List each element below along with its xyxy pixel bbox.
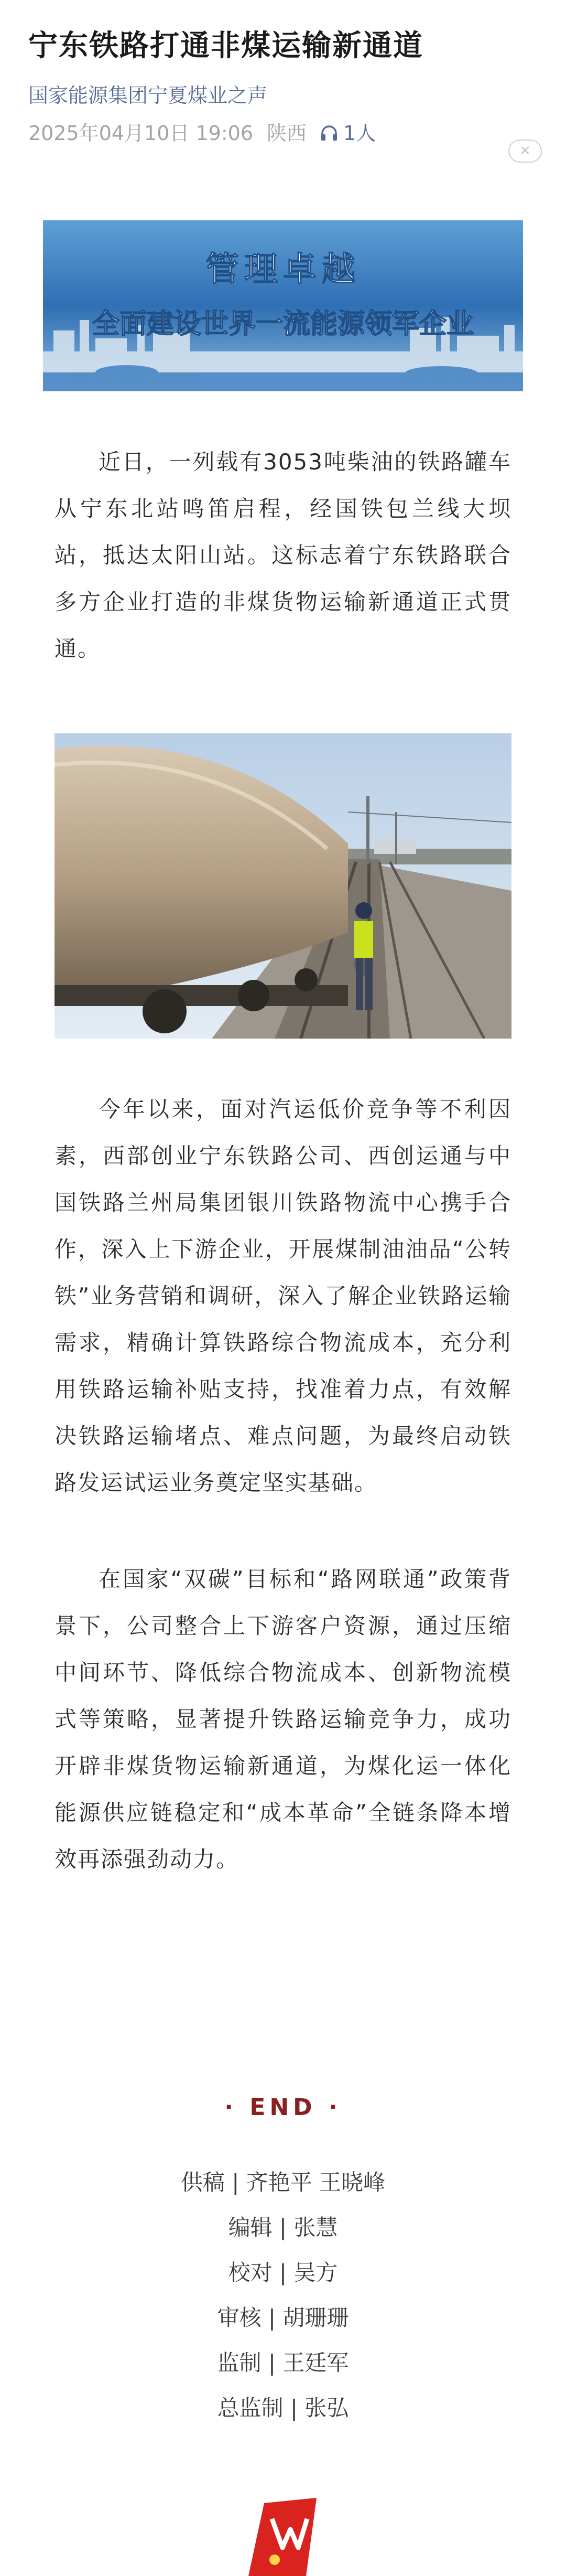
publish-location: 陕西 xyxy=(267,122,307,145)
banner-title: 管理卓越 xyxy=(205,250,361,289)
paragraph-1: 近日，一列载有3053吨柴油的铁路罐车从宁东北站鸣笛启程，经国铁包兰线大坝站，抵达太阳山站。这标志着宁东铁路联合多方企业打造的非煤货物运输新通道正式贯通。 xyxy=(55,449,511,661)
account-name-link[interactable]: 国家能源集团宁夏煤业之声 xyxy=(28,84,268,107)
article-meta xyxy=(28,120,542,147)
credit-line-editor: 编辑 | 张慧 xyxy=(228,2215,338,2240)
credit-line-supervisor: 监制 | 王廷军 xyxy=(217,2350,349,2376)
article-title: 宁东铁路打通非煤运输新通道 xyxy=(28,29,423,63)
footer-logo xyxy=(243,2498,322,2576)
end-marker: · END · xyxy=(224,2094,342,2121)
close-button[interactable] xyxy=(508,140,542,163)
article-photo-train xyxy=(55,733,511,1039)
credit-line-supply: 供稿 | 齐艳平 王晓峰 xyxy=(180,2169,386,2195)
credit-line-review: 审核 | 胡珊珊 xyxy=(217,2305,349,2331)
credit-line-proofread: 校对 | 吴方 xyxy=(228,2260,338,2285)
listen-button[interactable] xyxy=(320,120,389,147)
close-icon: ✕ xyxy=(519,143,531,159)
banner-image xyxy=(43,220,523,391)
banner-subtitle: 全面建设世界一流能源领军企业 xyxy=(92,308,474,340)
article-header xyxy=(28,25,542,159)
paragraph-2: 今年以来，面对汽运低价竞争等不利因素，西部创业宁东铁路公司、西创运通与中国铁路兰州局集团银川铁路物流中心携手合作，深入上下游企业，开展煤制油油品“公转铁”业务营销和调研，深入了解企业铁路运输需求，精确计算铁路综合物流成本，充分利用铁路运输补贴支持，找准着力点，有效解决铁路运输堵点、难点问题，为最终启动铁路发运试运业务奠定坚实基础。 xyxy=(55,1096,511,1495)
credits-block xyxy=(0,2160,566,2431)
publish-datetime: 2025年04月10日 19:06 xyxy=(28,122,254,145)
listen-count: 1人 xyxy=(343,122,376,145)
headphones-icon xyxy=(320,125,338,142)
paragraph-3: 在国家“双碳”目标和“路网联通”政策背景下，公司整合上下游客户资源，通过压缩中间环节、降低综合物流成本、创新物流模式等策略，显著提升铁路运输竞争力，成功开辟非煤货物运输新通道，为煤化运一体化能源供应链稳定和“成本革命”全链条降本增效再添强劲动力。 xyxy=(55,1566,511,1872)
credit-line-chief-supervisor: 总监制 | 张弘 xyxy=(217,2395,349,2421)
